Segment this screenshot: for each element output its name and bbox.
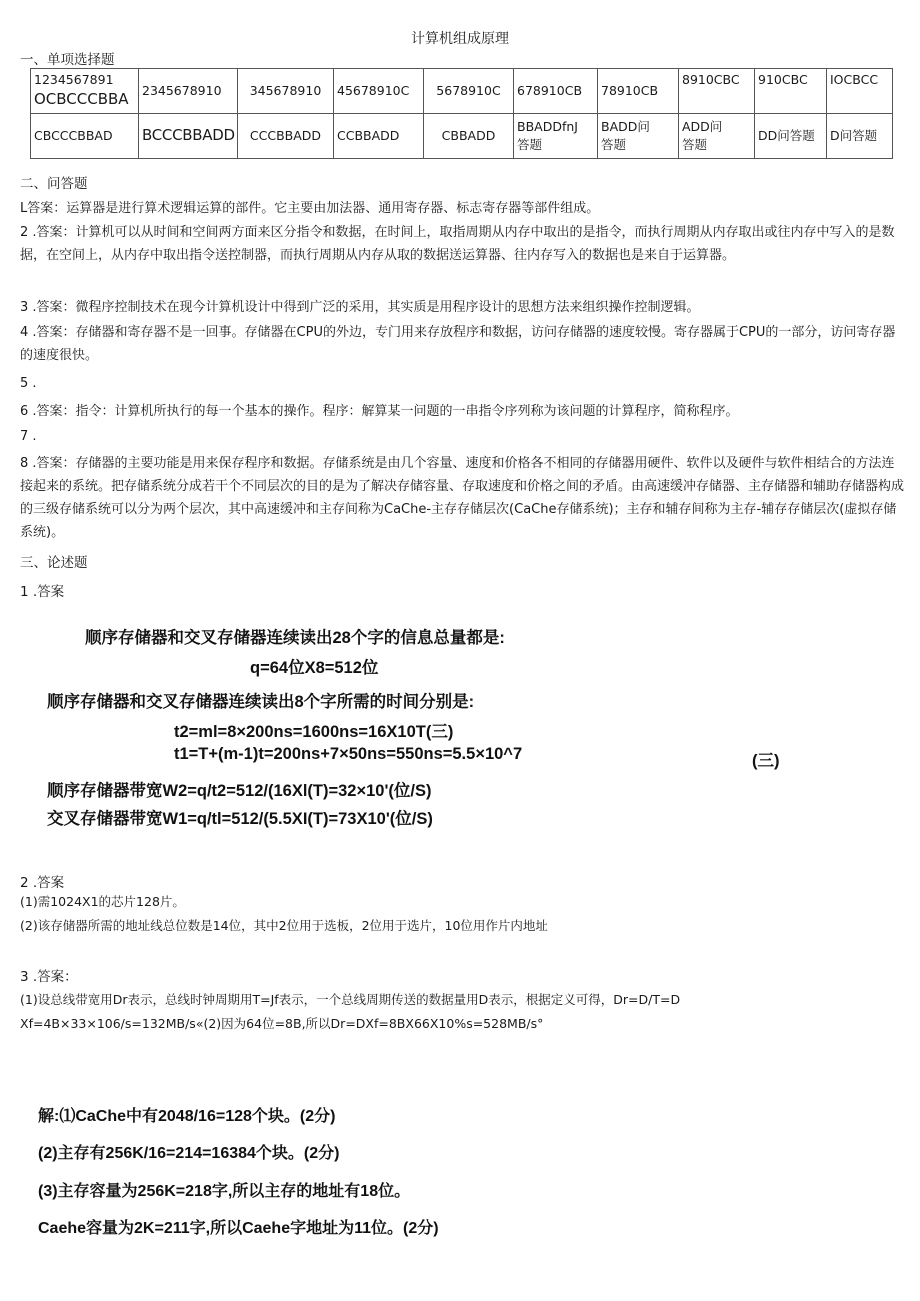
formula-line: t1=T+(m-1)t=200ns+7×50ns=550ns=5.5×10^7 (174, 745, 523, 763)
answer-cell-text: 答题 (682, 137, 708, 152)
answer-cell: DD问答题 (755, 114, 827, 159)
answer-cell-text: 答题 (601, 137, 627, 152)
solution-line: (3)主存容量为256K=218字,所以主存的地址有18位。 (38, 1183, 411, 1200)
answer-cell-text: 1234567891 (34, 72, 114, 88)
answer-cell: 910CBC (755, 69, 827, 114)
essay-q2-label: 2 .答案 (20, 875, 65, 891)
answer-cell-text: OCBCCCBBA (34, 90, 129, 109)
answer-cell: CBBADD (424, 114, 514, 159)
solution-line: (2)主存有256K/16=214=16384个块。(2分) (38, 1145, 340, 1162)
answer-cell: CCCBBADD (238, 114, 334, 159)
formula-line: 顺序存储器和交叉存储器连续读出28个字的信息总量都是: (85, 629, 505, 647)
answer-cell: IOCBCC (827, 69, 893, 114)
answer-table-row (31, 114, 893, 159)
solution-line: Caehe容量为2K=211字,所以Caehe字地址为11位。(2分) (38, 1220, 439, 1237)
answer-cell-text: BBADDfnJ (517, 118, 578, 134)
answer-cell: CBCCCBBAD (31, 114, 139, 159)
essay-q3-line: (1)设总线带宽用Dr表示，总线时钟周期用T=Jf表示，一个总线周期传送的数据量用D表示，根据定义可得，Dr=D/T=D (20, 992, 681, 1007)
document-title: 计算机组成原理 (411, 31, 509, 47)
answer-cell: 5678910C (424, 69, 514, 114)
section-heading-qa: 二、问答题 (20, 176, 88, 192)
answer-cell: CCBBADD (334, 114, 424, 159)
qa-answer-2: 2 .答案：计算机可以从时间和空间两方面来区分指令和数据，在时间上，取指周期从内存中取出的是指令，而执行周期从内存取出或往内存中写入的是数据，在空间上，从内存中取出指令送控制器，而执行周期从内存从取的数据送运算器、往内存写入的数据也是来自于运算器。 (20, 225, 895, 263)
qa-answer-5: 5 . (20, 376, 37, 391)
section-heading-essay: 三、论述题 (20, 555, 88, 571)
answer-cell: BCCCBBADD (139, 114, 238, 159)
essay-q3-label: 3 .答案： (20, 969, 78, 985)
answer-cell: 45678910C (334, 69, 424, 114)
formula-line: 顺序存储器带宽W2=q/t2=512/(16Xl(T)=32×10'(位/S) (47, 782, 432, 800)
essay-q1-label: 1 .答案 (20, 584, 65, 600)
qa-answer-3: 3 .答案：微程序控制技术在现今计算机设计中得到广泛的采用，其实质是用程序设计的思想方法来组织操作控制逻辑。 (20, 300, 700, 315)
answer-cell: 345678910 (238, 69, 334, 114)
answer-cell (598, 114, 679, 159)
answer-table (30, 68, 893, 159)
formula-line: 顺序存储器和交叉存储器连续读出8个字所需的时间分别是: (47, 693, 475, 711)
essay-q2-line: (1)需1024X1的芯片128片。 (20, 894, 185, 909)
essay-q3-line: Xf=4B×33×106/s=132MB/s«(2)因为64位=8B,所以Dr=DXf=8BX66X10%s=528MB/s° (20, 1016, 544, 1031)
qa-answer-6: 6 .答案：指令：计算机所执行的每一个基本的操作。程序：解算某一问题的一串指令序列称为该问题的计算程序，简称程序。 (20, 404, 739, 419)
qa-answer-1: L答案：运算器是进行算术逻辑运算的部件。它主要由加法器、通用寄存器、标志寄存器等部件组成。 (20, 201, 600, 216)
answer-cell (514, 114, 598, 159)
solution-line: 解:⑴CaChe中有2048/16=128个块。(2分) (38, 1108, 336, 1125)
formula-line: q=64位X8=512位 (250, 659, 379, 677)
answer-cell-text: 答题 (517, 137, 543, 152)
answer-cell (31, 69, 139, 114)
formula-line: t2=ml=8×200ns=1600ns=16X10T(三) (174, 723, 454, 741)
formula-line: 交叉存储器带宽W1=q/tl=512/(5.5XI(T)=73X10'(位/S) (47, 810, 433, 828)
answer-cell-text: BADD问 (601, 118, 650, 134)
qa-answer-7: 7 . (20, 429, 37, 444)
essay-q2-line: (2)该存储器所需的地址线总位数是14位，其中2位用于选板，2位用于选片，10位用作片内地址 (20, 918, 548, 933)
answer-cell (679, 114, 755, 159)
formula-tag: (三) (752, 752, 780, 770)
answer-cell: 2345678910 (139, 69, 238, 114)
answer-cell-text: ADD问 (682, 118, 723, 134)
answer-cell: 78910CB (598, 69, 679, 114)
answer-cell: 678910CB (514, 69, 598, 114)
answer-cell: 8910CBC (679, 69, 755, 114)
answer-table-row (31, 69, 893, 114)
qa-answer-4: 4 .答案：存储器和寄存器不是一回事。存储器在CPU的外边，专门用来存放程序和数据，访问存储器的速度较慢。寄存器属于CPU的一部分，访问寄存器的速度很快。 (20, 325, 896, 363)
section-heading-single-choice: 一、单项选择题 (20, 52, 115, 68)
answer-cell: D问答题 (827, 114, 893, 159)
qa-answer-8: 8 .答案：存储器的主要功能是用来保存程序和数据。存储系统是由几个容量、速度和价格各不相同的存储器用硬件、软件以及硬件与软件相结合的方法连接起来的系统。把存储系统分成若干个不同层次的目的是为了解决存储容量、存取速度和价格之间的矛盾。由高速缓冲存储器、主存储器和辅助存储器构成的三级存储系统可以分为两个层次，其中高速缓冲和主存间称为CaChe-主存存储层次(CaChe存储系统)；主存和辅存间称为主存-辅存存储层次(虚拟存储系统)。 (20, 456, 905, 540)
